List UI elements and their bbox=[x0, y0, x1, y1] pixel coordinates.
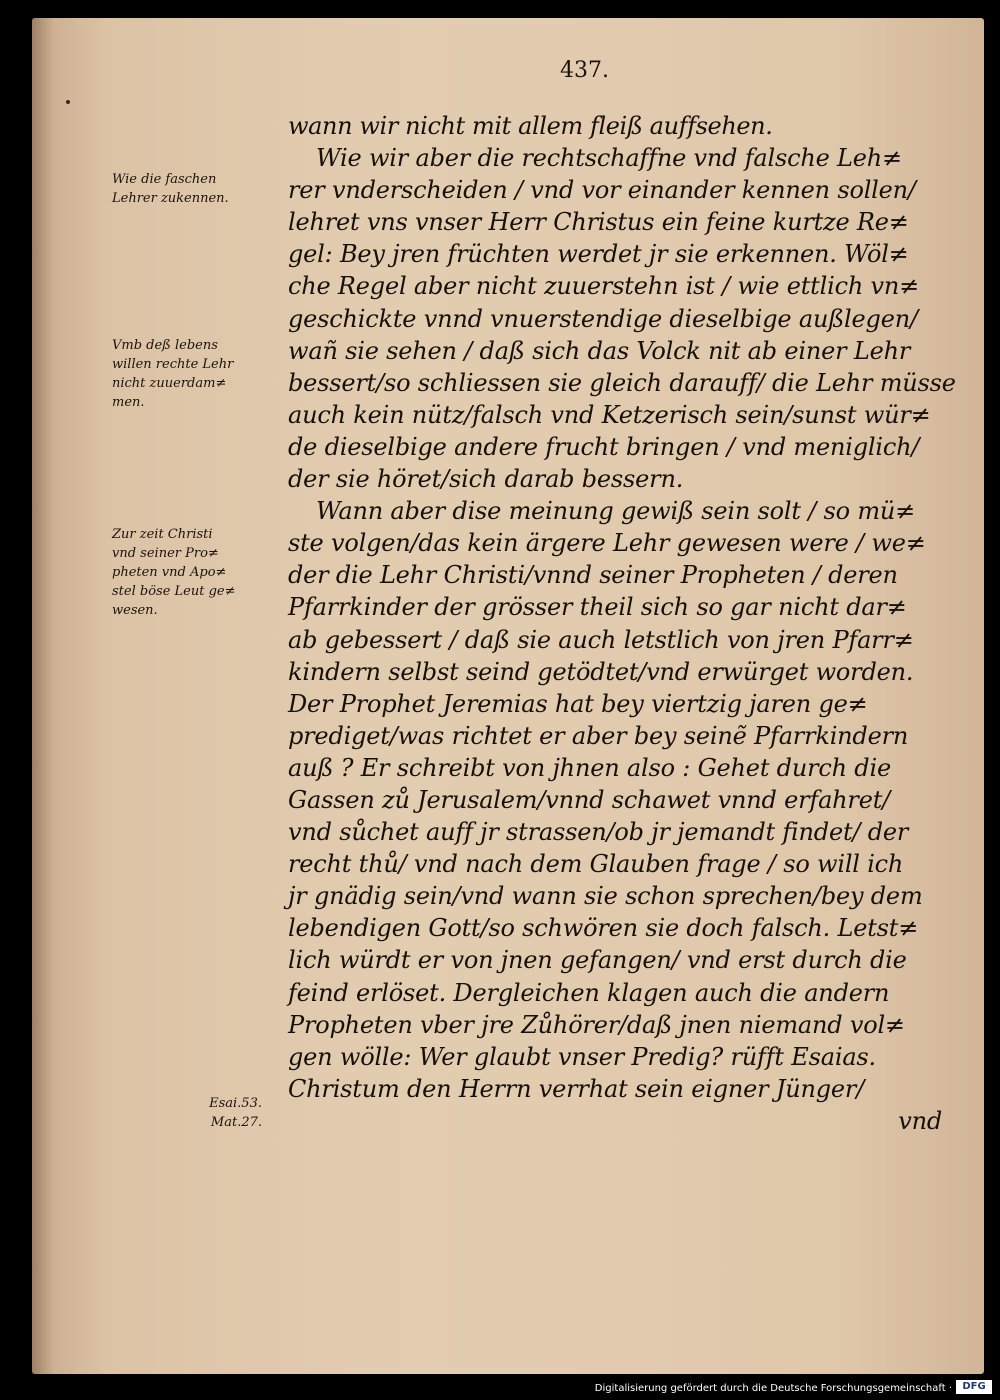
text-line: Pfarrkinder der grösser theil sich so gar nicht dar≠ bbox=[288, 593, 907, 622]
text-line: geschickte vnnd vnuerstendige dieselbige außlegen/ bbox=[288, 304, 918, 333]
text-line: gen wölle: Wer glaubt vnser Predig? rüfft Esaias. bbox=[288, 1042, 876, 1071]
text-line: auß ? Er schreibt von jhnen also : Gehet durch die bbox=[288, 753, 891, 782]
text-line: Wann aber dise meinung gewiß sein solt / so mü≠ bbox=[316, 497, 916, 526]
text-line: der sie höret/sich darab bessern. bbox=[288, 465, 684, 494]
text-line: Gassen zů Jerusalem/vnnd schawet vnnd erfahret/ bbox=[288, 785, 891, 814]
text-line: Propheten vber jre Zůhörer/daß jnen niemand vol≠ bbox=[288, 1010, 905, 1039]
margin-note-line: Mat.27. bbox=[210, 1115, 262, 1130]
ink-speck bbox=[66, 100, 70, 104]
margin-note-line: Esai.53. bbox=[209, 1096, 262, 1111]
margin-note-line: Wie die faschen bbox=[112, 172, 217, 187]
footer-bar bbox=[0, 1376, 1000, 1396]
text-line: ab gebessert / daß sie auch letstlich von jren Pfarr≠ bbox=[288, 625, 914, 654]
funding-credit: Digitalisierung gefördert durch die Deutsche Forschungsgemeinschaft · bbox=[594, 1383, 952, 1394]
margin-note-line: nicht zuuerdam≠ bbox=[112, 376, 227, 391]
text-line: gel: Bey jren früchten werdet jr sie erkennen. Wöl≠ bbox=[288, 240, 909, 269]
text-line: de dieselbige andere frucht bringen / vnd meniglich/ bbox=[288, 432, 920, 461]
text-line: jr gnädig sein/vnd wann sie schon sprechen/bey dem bbox=[288, 882, 923, 911]
text-line: che Regel aber nicht zuuerstehn ist / wie ettlich vn≠ bbox=[288, 272, 920, 301]
margin-note-line: vnd seiner Pro≠ bbox=[112, 546, 219, 561]
text-line: recht thů/ vnd nach dem Glauben frage / so will ich bbox=[288, 850, 904, 879]
text-line: der die Lehr Christi/vnnd seiner Propheten / deren bbox=[288, 561, 898, 590]
text-line: wann wir nicht mit allem fleiß auffsehen. bbox=[288, 112, 773, 140]
text-line: feind erlöset. Dergleichen klagen auch die andern bbox=[288, 978, 890, 1007]
margin-note-line: wesen. bbox=[112, 603, 158, 618]
margin-note-line: willen rechte Lehr bbox=[112, 357, 234, 372]
text-line: Der Prophet Jeremias hat bey viertzig jaren ge≠ bbox=[288, 689, 868, 718]
text-line: ste volgen/das kein ärgere Lehr gewesen were / we≠ bbox=[288, 529, 926, 558]
dfg-logo-icon: DFG bbox=[956, 1380, 992, 1394]
text-line: vnd sůchet auff jr strassen/ob jr jemandt findet/ der bbox=[288, 818, 909, 847]
text-line: rer vnderscheiden / vnd vor einander kennen sollen/ bbox=[288, 176, 916, 205]
text-line: Christum den Herrn verrhat sein eigner Jünger/ bbox=[288, 1074, 865, 1103]
text-line: Wie wir aber die rechtschaffne vnd falsche Leh≠ bbox=[316, 144, 902, 173]
catchword: vnd bbox=[898, 1106, 942, 1135]
text-line: lehret vns vnser Herr Christus ein feine kurtze Re≠ bbox=[288, 208, 909, 237]
margin-note-line: Lehrer zukennen. bbox=[112, 191, 229, 206]
text-line: lich würdt er von jnen gefangen/ vnd erst durch die bbox=[288, 946, 907, 975]
margin-note bbox=[112, 336, 272, 412]
margin-note-line: pheten vnd Apo≠ bbox=[112, 565, 227, 580]
text-line: lebendigen Gott/so schwören sie doch falsch. Letst≠ bbox=[288, 914, 919, 943]
page-number: 437. bbox=[560, 58, 609, 83]
margin-note-line: Zur zeit Christi bbox=[112, 527, 213, 542]
margin-note bbox=[112, 170, 272, 208]
text-line: bessert/so schliessen sie gleich darauff/ die Lehr müsse bbox=[288, 368, 956, 397]
text-line: prediget/was richtet er aber bey seinẽ Pfarrkindern bbox=[288, 721, 909, 750]
text-line: kindern selbst seind getödtet/vnd erwürget worden. bbox=[288, 657, 914, 686]
margin-note bbox=[112, 1094, 262, 1132]
margin-note bbox=[112, 525, 272, 620]
margin-note-line: Vmb deß lebens bbox=[112, 338, 218, 353]
page-edge-shadow bbox=[32, 18, 54, 1374]
main-text bbox=[288, 110, 956, 1137]
text-line: auch kein nütz/falsch vnd Ketzerisch sein/sunst wür≠ bbox=[288, 400, 931, 429]
margin-note-line: men. bbox=[112, 395, 145, 410]
text-line: wañ sie sehen / daß sich das Volck nit ab einer Lehr bbox=[288, 336, 911, 365]
margin-note-line: stel böse Leut ge≠ bbox=[112, 584, 236, 599]
